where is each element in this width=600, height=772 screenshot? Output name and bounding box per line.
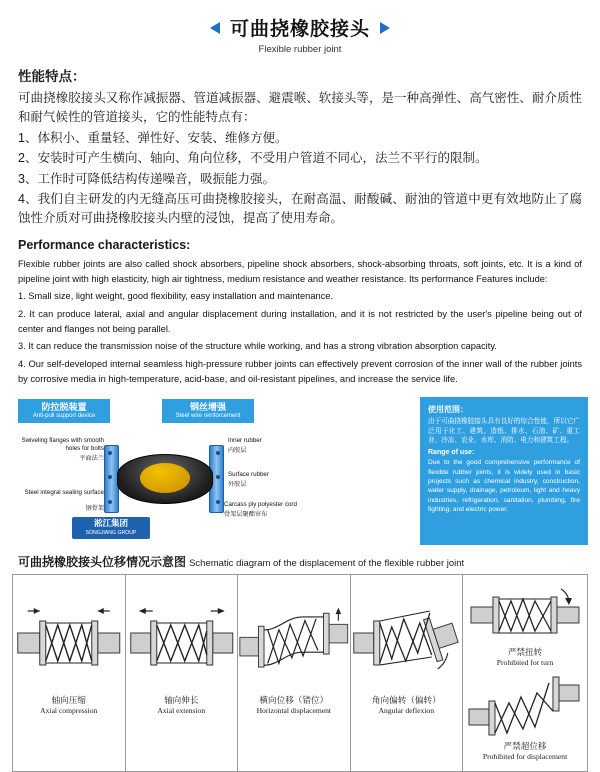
- callout-swiveling-flanges: Swiveling flanges with smooth holes for bolts: [21, 437, 104, 452]
- caption-horizontal-displacement-cn: 横向位移（错位）: [259, 695, 329, 706]
- caption-axial-compression-cn: 轴向压缩: [51, 695, 86, 706]
- chinese-paragraph: 1、体积小、重量轻、弹性好、安装、维修方便。: [18, 130, 288, 145]
- caption-prohibited-displacement: [463, 741, 587, 761]
- displacement-cell-horizontal: [238, 575, 351, 771]
- callout-steel-frame-cn: 钢骨架: [85, 505, 104, 513]
- title-line: [0, 14, 600, 41]
- displacement-cell-axial-extension: [126, 575, 239, 771]
- callout-flat-flange-cn: 平面法兰: [79, 455, 104, 463]
- english-paragraph: Flexible rubber joints are also called shock absorbers, pipeline shock absorbers, shock-absorbing throats, soft joints, etc. It is a kind of pipeline joint with high elasticity, high air tightness, medium resistance and weather resistance. Its performance Features include:: [18, 258, 582, 284]
- axial-compression-drawing: [13, 597, 125, 687]
- range-of-use-heading-cn: 使用范围：: [428, 405, 468, 415]
- rubber-joint-drawing: [104, 445, 224, 511]
- product-illustration: [12, 397, 414, 545]
- displacement-title-cn: 可曲挠橡胶接头位移情况示意图: [18, 555, 187, 570]
- chinese-heading: 性能特点：: [18, 69, 86, 84]
- callout-carcass-ply: Carcass ply polyester cord: [224, 501, 297, 509]
- page-title: [0, 0, 600, 55]
- english-heading: Performance characteristics:: [18, 237, 191, 252]
- prohibited-turn-drawing: [463, 579, 587, 649]
- title-chinese: 可曲挠橡胶接头: [229, 19, 370, 40]
- chinese-section: [0, 55, 600, 229]
- range-of-use-text-en: Due to the good comprehensive performance of flexible rubber joints, it is widely used in basic projects such as chemical industry, construction, water supply, drainage, petroleum, light and heavy industries, refrigeration, sanitation, plumbing, fire fighting, and electric power.: [428, 459, 580, 514]
- english-section: [0, 230, 600, 388]
- triangle-right-icon: [380, 22, 390, 34]
- callout-surface-rubber: Surface rubber: [228, 471, 269, 479]
- logo-chinese: 淞江集团: [93, 518, 128, 529]
- title-english: Flexible rubber joint: [258, 44, 342, 55]
- angular-deflexion-drawing: [351, 597, 463, 687]
- caption-angular-deflexion: [351, 695, 463, 715]
- caption-axial-extension-en: Axial extension: [157, 705, 206, 715]
- caption-horizontal-displacement: [238, 695, 350, 715]
- caption-prohibited-turn: [463, 647, 587, 667]
- chinese-paragraph: 3、工作时可降低结构传递噪音，吸振能力强。: [18, 171, 275, 186]
- displacement-cell-prohibited: [463, 575, 587, 771]
- axial-extension-drawing: [126, 597, 238, 687]
- english-paragraph: 1. Small size, light weight, good flexibility, easy installation and maintenance.: [18, 291, 334, 302]
- rubber-bellow-icon: [117, 454, 213, 504]
- callout-surface-rubber-cn: 外胶层: [228, 481, 247, 489]
- prohibited-displacement-drawing: [463, 675, 587, 741]
- caption-angular-deflexion-en: Angular deflexion: [378, 705, 435, 715]
- product-diagram-figure: [12, 397, 588, 545]
- callout-carcass-ply-cn: 骨架层聚酯帘布: [224, 511, 268, 519]
- displacement-figure-title: [18, 553, 582, 570]
- english-paragraph: 4. Our self-developed internal seamless high-pressure rubber joints can effectively prevent corrosion of the inner wall of the rubber joints by corrosive media in high-temperature, acid-base, and oil-resistant pipelines, and increase the service life.: [18, 358, 582, 384]
- range-of-use-box: [420, 397, 588, 545]
- chinese-paragraph: 可曲挠橡胶接头又称作减振器、管道减振器、避震喉、软接头等，是一种高弹性、高气密性、耐介质性和耐气候性的管道接头，它的性能特点有：: [18, 91, 582, 125]
- caption-prohibited-turn-en: Prohibited for turn: [496, 657, 554, 667]
- caption-axial-extension: [126, 695, 238, 715]
- callout-inner-rubber-cn: 内胶层: [228, 447, 247, 455]
- chinese-paragraph: 4、我们自主研发的内无缝高压可曲挠橡胶接头，在耐高温、耐酸碱、耐油的管道中更有效地防止了腐蚀性介质对可曲挠橡胶接头内壁的浸蚀，提高了使用寿命。: [18, 191, 582, 226]
- caption-axial-extension-cn: 轴向伸长: [164, 695, 199, 706]
- badge-steel-wire-en: Steel wire reinforcement: [175, 412, 241, 419]
- badge-anti-pull-cn: 防拉脱装置: [41, 402, 87, 413]
- english-paragraph: 2. It can produce lateral, axial and angular displacement during installation, and it is not restricted by the user's pipeline being out of center and flanges not being parallel.: [18, 308, 582, 334]
- range-of-use-text-cn: 由于可曲挠橡胶接头具有良好的综合性能，所以它广泛用于化工、建筑、造纸、排水、石油、矿、重工业、冷冻、农业、水库、消防、电力和建筑工程。: [428, 418, 580, 444]
- caption-angular-deflexion-cn: 角向偏转（偏转）: [371, 695, 441, 706]
- callout-steel-sealing-surface: Steel integral sealing surface: [24, 489, 104, 497]
- badge-steel-wire: [162, 399, 254, 423]
- company-logo: [72, 517, 150, 539]
- range-of-use-heading-en: Range of use:: [428, 449, 475, 457]
- english-paragraph: 3. It can reduce the transmission noise of the structure while working, and has a strong vibration absorption capacity.: [18, 341, 497, 352]
- badge-anti-pull: [18, 399, 110, 423]
- logo-english: SONGJIANG GROUP: [85, 530, 137, 537]
- caption-prohibited-displacement-cn: 严禁超位移: [503, 741, 547, 752]
- displacement-cell-axial-compression: [13, 575, 126, 771]
- badge-steel-wire-cn: 钢丝增强: [189, 402, 226, 413]
- displacement-cell-angular: [351, 575, 464, 771]
- caption-axial-compression-en: Axial compression: [40, 705, 98, 715]
- horizontal-displacement-drawing: [238, 597, 350, 687]
- badge-anti-pull-en: Anti-pull support device: [32, 412, 96, 419]
- caption-axial-compression: [13, 695, 125, 715]
- caption-prohibited-turn-cn: 严禁扭转: [507, 647, 543, 658]
- displacement-diagram-grid: [12, 574, 588, 772]
- displacement-title-en: Schematic diagram of the displacement of the flexible rubber joint: [189, 558, 465, 570]
- caption-prohibited-displacement-en: Prohibited for displacement: [482, 751, 568, 761]
- chinese-paragraph: 2、安装时可产生横向、轴向、角向位移，不受用户管道不同心，法兰不平行的限制。: [18, 151, 488, 166]
- callout-inner-rubber: Inner rubber: [228, 437, 262, 445]
- caption-horizontal-displacement-en: Horizontal displacement: [256, 705, 331, 715]
- triangle-left-icon: [210, 22, 220, 34]
